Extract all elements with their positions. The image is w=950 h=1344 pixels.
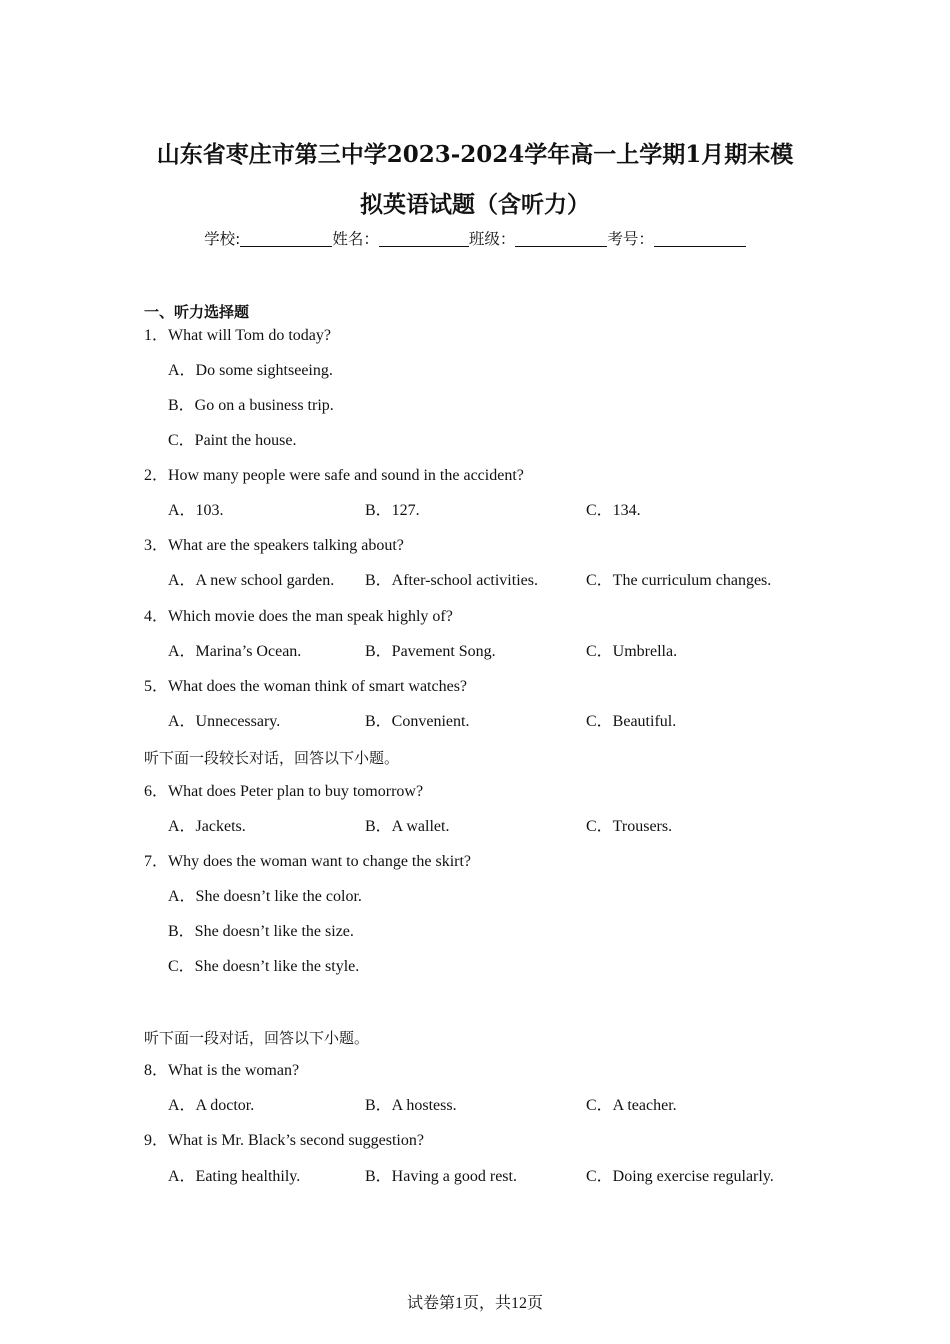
question-5-option-b: B．Convenient. <box>365 713 470 730</box>
question-8-option-a: A．A doctor. <box>168 1097 255 1114</box>
question-3-option-c: C．The curriculum changes. <box>586 572 772 589</box>
question-7-option-b: B．She doesn’t like the size. <box>168 923 354 940</box>
question-9-option-a: A．Eating healthily. <box>168 1168 301 1185</box>
question-1-option-a: A．Do some sightseeing. <box>168 362 333 379</box>
question-6-option-a: A．Jackets. <box>168 818 246 835</box>
question-4-option-b: B．Pavement Song. <box>365 643 496 660</box>
question-5-option-a: A．Unnecessary. <box>168 713 281 730</box>
question-1-option-b: B．Go on a business trip. <box>168 397 334 414</box>
question-1-option-c: C．Paint the house. <box>168 432 297 449</box>
question-6-option-b: B．A wallet. <box>365 818 450 835</box>
question-9-option-c: C．Doing exercise regularly. <box>586 1168 774 1185</box>
question-3-option-a: A．A new school garden. <box>168 572 335 589</box>
dialogue-instruction: 听下面一段对话，回答以下小题。 <box>144 1029 370 1047</box>
question-3: 3．What are the speakers talking about? <box>144 537 404 554</box>
question-2-option-c: C．134. <box>586 502 641 519</box>
class-label: 班级： <box>468 230 516 248</box>
question-2: 2．How many people were safe and sound in the accident? <box>144 467 524 484</box>
school-label: 学校: <box>204 230 241 248</box>
question-7-option-c: C．She doesn’t like the style. <box>168 958 360 975</box>
name-label: 姓名： <box>332 230 379 248</box>
question-1: 1．What will Tom do today? <box>144 327 332 344</box>
question-2-option-a: A．103. <box>168 502 224 519</box>
question-9: 9．What is Mr. Black’s second suggestion? <box>144 1132 424 1149</box>
question-3-option-b: B．After-school activities. <box>365 572 538 589</box>
question-5-option-c: C．Beautiful. <box>586 713 677 730</box>
exam-title-line2: 拟英语试题（含听力） <box>360 191 590 218</box>
class-blank <box>515 231 607 247</box>
name-blank <box>379 231 469 247</box>
question-4-option-a: A．Marina’s Ocean. <box>168 643 302 660</box>
question-9-option-b: B．Having a good rest. <box>365 1168 517 1185</box>
exam-number-label: 考号： <box>607 230 654 248</box>
question-4: 4．Which movie does the man speak highly of? <box>144 608 453 625</box>
long-dialogue-instruction: 听下面一段较长对话，回答以下小题。 <box>144 749 400 767</box>
exam-title-line1: 山东省枣庄市第三中学2023-2024学年高一上学期1月期末模 <box>156 141 794 168</box>
question-7-option-a: A．She doesn’t like the color. <box>168 888 362 905</box>
question-4-option-c: C．Umbrella. <box>586 643 678 660</box>
question-8-option-c: C．A teacher. <box>586 1097 677 1114</box>
question-2-option-b: B．127. <box>365 502 420 519</box>
question-6: 6．What does Peter plan to buy tomorrow? <box>144 783 424 800</box>
question-8: 8．What is the woman? <box>144 1062 300 1079</box>
question-6-option-c: C．Trousers. <box>586 818 673 835</box>
page-footer: 试卷第1页，共12页 <box>406 1295 543 1312</box>
question-5: 5．What does the woman think of smart watches? <box>144 678 468 695</box>
exam-number-blank <box>654 231 746 247</box>
school-blank <box>240 231 332 247</box>
section-title: 一、听力选择题 <box>144 303 250 321</box>
question-7: 7．Why does the woman want to change the skirt? <box>144 853 472 870</box>
question-8-option-b: B．A hostess. <box>365 1097 457 1114</box>
student-info-row <box>0 227 950 249</box>
